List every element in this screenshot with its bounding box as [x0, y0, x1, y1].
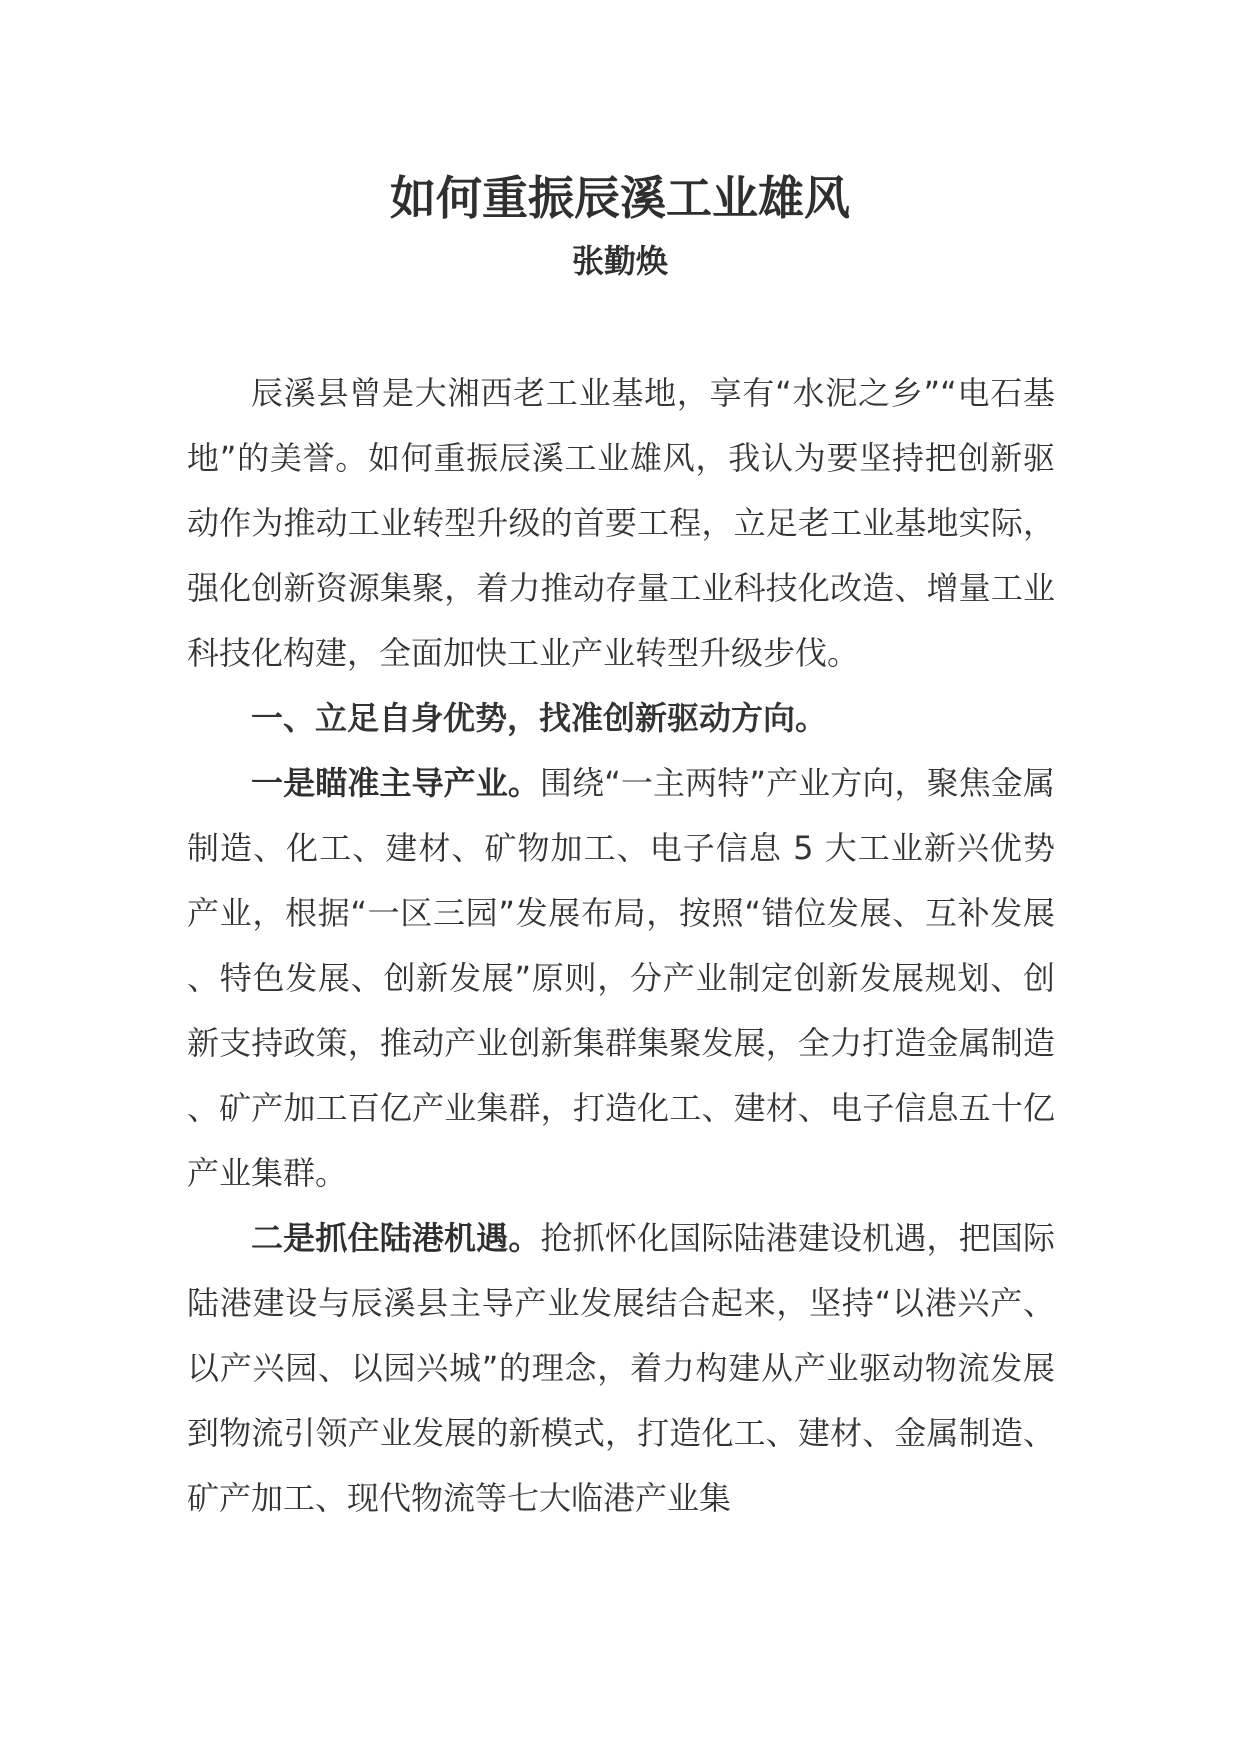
document-title: 如何重振辰溪工业雄风	[390, 171, 850, 225]
point-one-text: 围绕“一主两特”产业方向，聚焦金属制造、化工、建材、矿物加工、电子信息 5 大工业新兴优势产业，根据“一区三园”发展布局，按照“错位发展、互补发展、特色发展、创新发展”原则，分产业制定创新发展规划、创新支持政策，推动产业创新集群集聚发展，全力打造金属制造、矿产加工百亿产业集群，打造化工、建材、电子信息五十亿产业集群。	[187, 764, 1055, 1192]
point-one-paragraph	[187, 751, 1055, 1206]
section-heading: 一、立足自身优势，找准创新驱动方向。	[251, 699, 828, 737]
point-two-lead: 二是抓住陆港机遇。	[251, 1219, 541, 1257]
point-two-text: 抢抓怀化国际陆港建设机遇，把国际陆港建设与辰溪县主导产业发展结合起来，坚持“以港兴产、以产兴园、以园兴城”的理念，着力构建从产业驱动物流发展到物流引领产业发展的新模式，打造化工、建材、金属制造、矿产加工、现代物流等七大临港产业集	[187, 1219, 1055, 1517]
point-one-lead: 一是瞄准主导产业。	[251, 764, 541, 802]
point-two-paragraph	[187, 1206, 1055, 1531]
intro-paragraph: 辰溪县曾是大湘西老工业基地，享有“水泥之乡”“电石基地”的美誉。如何重振辰溪工业雄风，我认为要坚持把创新驱动作为推动工业转型升级的首要工程，立足老工业基地实际，强化创新资源集聚，着力推动存量工业科技化改造、增量工业科技化构建，全面加快工业产业转型升级步伐。	[187, 374, 1055, 672]
document-author: 张勤焕	[571, 242, 668, 280]
document-body	[187, 361, 1055, 1531]
